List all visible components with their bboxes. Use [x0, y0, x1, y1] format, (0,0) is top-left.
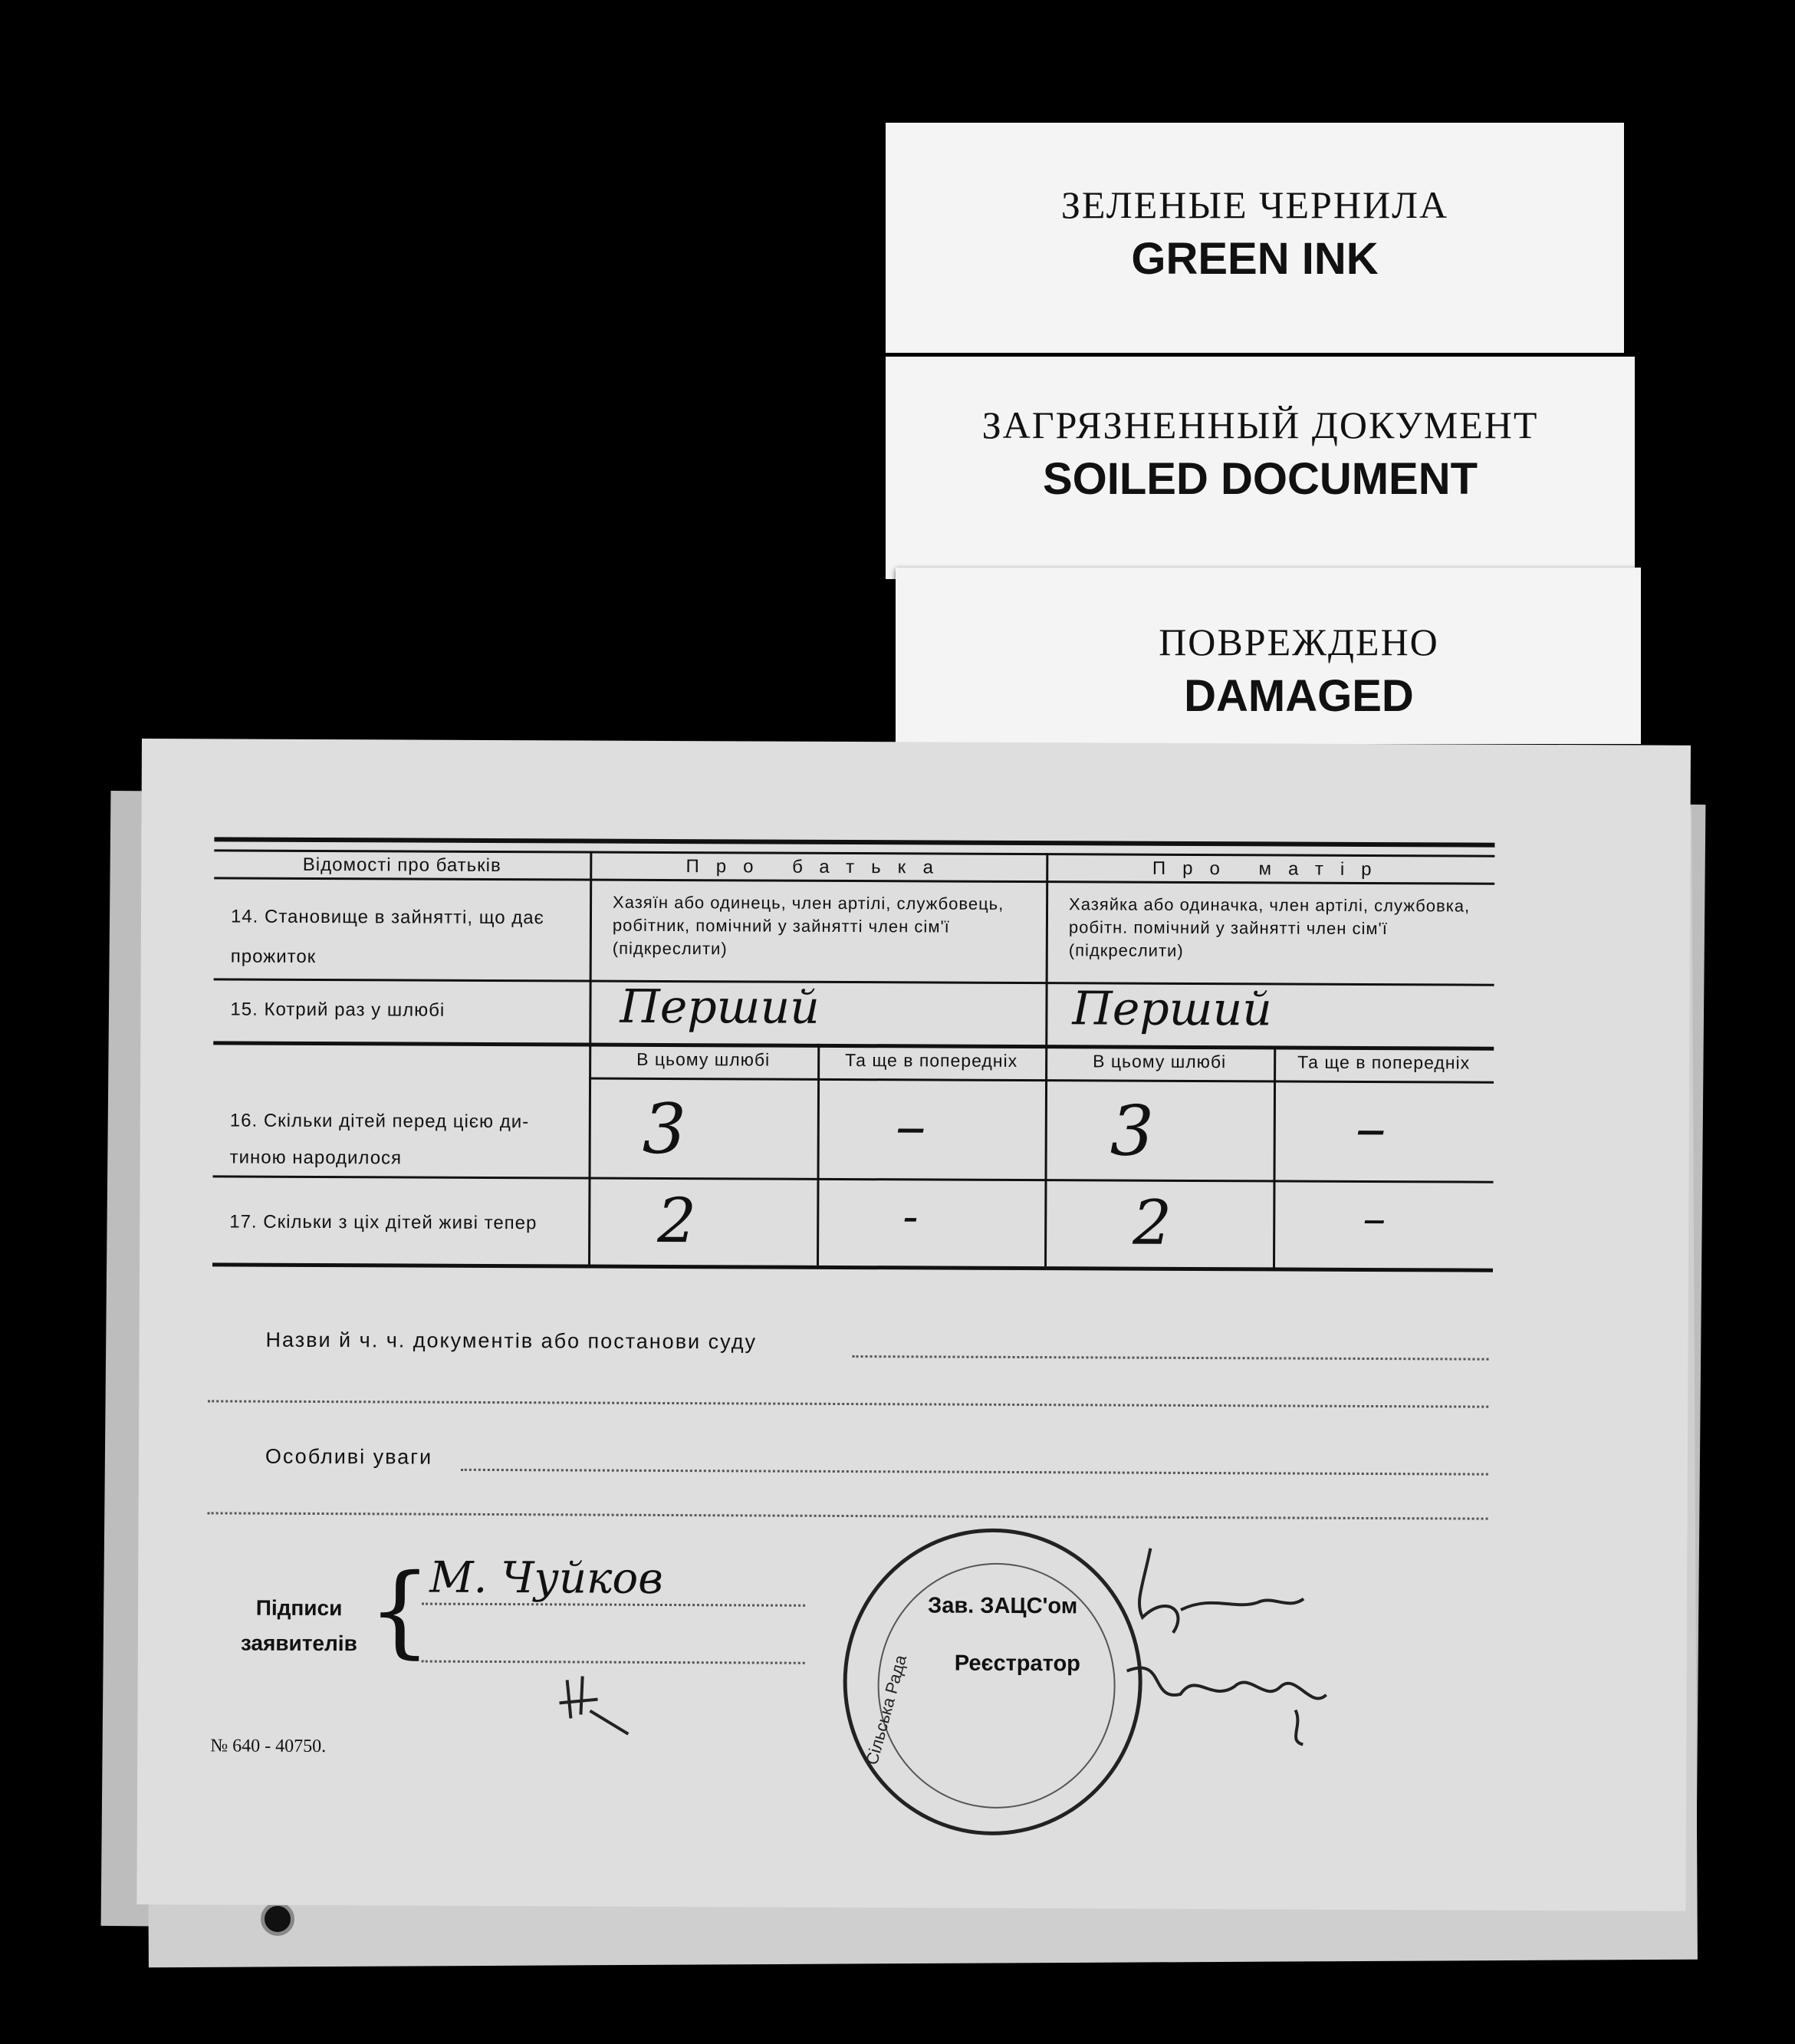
row16-label-line1: 16. Скільки дітей перед цією ди- [229, 1110, 530, 1133]
row14-label [231, 897, 584, 979]
row16-father-prev: – [895, 1090, 927, 1162]
applicant-mark [551, 1672, 643, 1742]
row16-mother-prev: – [1355, 1091, 1387, 1164]
parents-info-table [212, 837, 1494, 1272]
subheader-mother-previous: Та ще в попередніх [1297, 1052, 1471, 1073]
row17-label: 17. Скільки з ціх дітей живі тепер [229, 1211, 538, 1234]
row17-father-this: 2 [657, 1184, 697, 1257]
header-parents-info: Відомості про батьків [302, 854, 501, 877]
registration-form [136, 739, 1691, 1911]
documents-line [852, 1355, 1488, 1361]
applicant-signature-handwritten: М. Чуйков [429, 1552, 663, 1604]
official-signature [1119, 1518, 1350, 1749]
header-mother: Про матір [1152, 857, 1389, 880]
special-notes-line [461, 1469, 1488, 1476]
subheader-father-previous: Та ще в попередніх [845, 1050, 1018, 1071]
applicant-signatures-label-line2: заявителів [240, 1631, 357, 1656]
row15-label: 15. Котрий раз у шлюбі [230, 999, 445, 1021]
row14-label-line1: 14. Становище в зайнятті, що дає [230, 906, 544, 929]
row14-label-line2: прожиток [230, 946, 317, 967]
damaged-label-en: DAMAGED [1184, 671, 1414, 721]
table-column-rule [1273, 1045, 1276, 1267]
row17-mother-this: 2 [1133, 1187, 1172, 1259]
row14-mother-text: Хазяйка або одиначка, член артілі, службовка, робітн. помічний у зайнятті член сім'ї (підкреслити) [1068, 894, 1471, 960]
zags-head-label: Зав. ЗАЦС'ом [928, 1593, 1078, 1619]
stamp-text: Сільська Рада [862, 1653, 911, 1767]
row17-father-prev: - [902, 1190, 919, 1244]
applicant-signatures-label [238, 1591, 360, 1662]
damaged-label-card [896, 568, 1641, 744]
green-ink-label-en: GREEN INK [1131, 234, 1379, 284]
table-rule [214, 978, 1494, 986]
special-notes-label: Особливі уваги [265, 1444, 433, 1469]
soiled-document-label-card [886, 357, 1635, 579]
row16-father-this: 3 [642, 1088, 687, 1170]
table-column-rule [817, 1044, 820, 1266]
signature-line-1 [422, 1603, 805, 1607]
soiled-document-label-ru: ЗАГРЯЗНЕННЫЙ ДОКУМЕНТ [981, 403, 1539, 446]
damaged-label-ru: ПОВРЕЖДЕНО [1159, 620, 1439, 663]
soiled-document-label-en: SOILED DOCUMENT [1042, 454, 1478, 504]
signature-line-2 [422, 1661, 805, 1664]
row15-mother-handwritten: Перший [1072, 982, 1272, 1037]
form-number: № 640 - 40750. [210, 1736, 327, 1757]
row16-label [230, 1103, 583, 1178]
row15-father-handwritten: Перший [620, 979, 820, 1035]
header-father: Про батька [685, 856, 951, 878]
registrar-label: Реєстратор [954, 1651, 1081, 1677]
documents-label: Назви й ч. ч. документів або постанови суду [265, 1328, 758, 1354]
official-stamp [843, 1528, 1143, 1836]
table-rule [213, 1041, 1494, 1050]
row16-mother-this: 3 [1110, 1091, 1155, 1172]
green-ink-label-ru: ЗЕЛЕНЫЕ ЧЕРНИЛА [1060, 183, 1449, 226]
row17-mother-prev: – [1363, 1191, 1386, 1246]
row16-label-line2: тиною народилося [229, 1147, 403, 1169]
row14-father-text: Хазяїн або одинець, член артілі, службовець, робітник, помічний у зайнятті член сім'ї (підкреслити) [612, 892, 1004, 959]
subheader-mother-this-marriage: В цьому шлюбі [1093, 1051, 1227, 1072]
punch-hole [261, 1902, 294, 1936]
subheader-father-this-marriage: В цьому шлюбі [636, 1048, 771, 1070]
table-rule [589, 1078, 1494, 1084]
applicant-signatures-label-line1: Підписи [255, 1595, 343, 1621]
signature-brace: { [367, 1552, 432, 1669]
documents-line-2 [208, 1400, 1488, 1407]
green-ink-label-card [886, 123, 1624, 353]
